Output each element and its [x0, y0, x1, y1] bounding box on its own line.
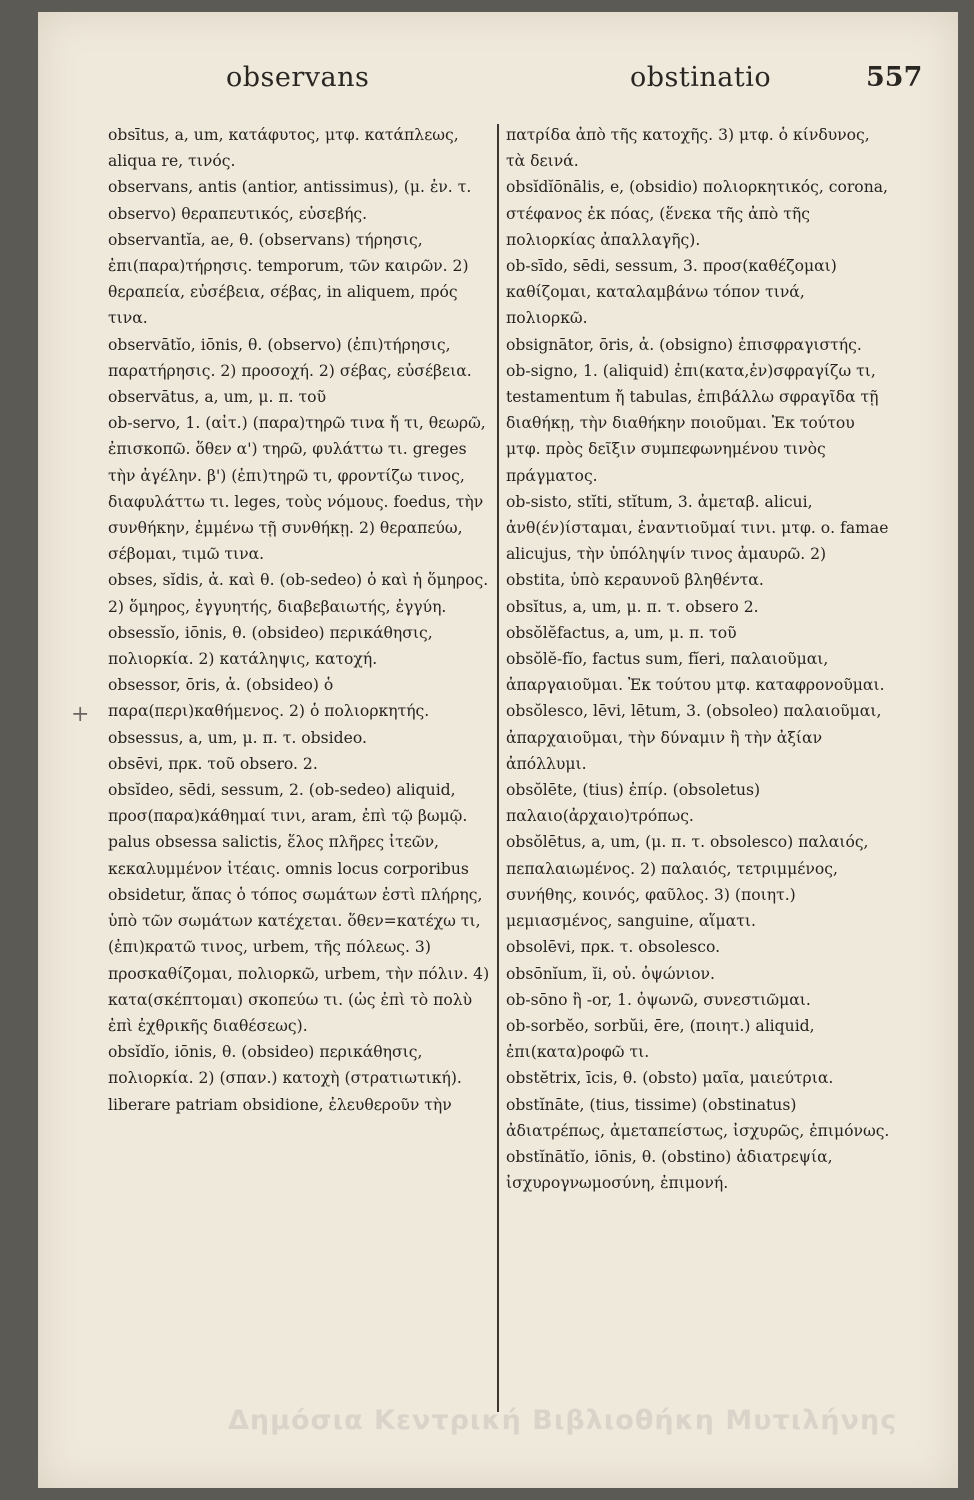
entry: obsōnĭum, ĭi, οὐ. ὀψώνιον. [506, 964, 715, 983]
entry: obsĭdeo, sēdi, sessum, 2. (ob-sedeo) aliquid, προσ(παρα)κάθημαί τινι, aram, ἐπὶ τῷ βωμῷ. palus obsessa salictis, ἕλος πλῆρες ἰτεῶν, κεκαλυμμένον ἰτέαις. omnis locus corporibus obsidetur, ἅπας ὁ τόπος σωμάτων ἐστὶ πλήρης, ὑπὸ τῶν σωμάτων κατέχεται. ὅθεν=κατέχω τι, (ἐπι)κρατῶ τινος, urbem, τῆς πόλεως. 3) προσκαθίζομαι, πολιορκῶ, urbem, τὴν πόλιν. 4) κατα(σκέπτομαι) σκοπεύω τι. (ὡς ἐπὶ τὸ πολὺ ἐπὶ ἐχθρικῆς διαθέσεως). [108, 781, 490, 1035]
header-right-guide-word: obstinatio [630, 62, 772, 93]
page-number: 557 [866, 62, 923, 93]
entry: obsītus, a, um, κατάφυτος, μτφ. κατάπλεως, aliqua re, τινός. [108, 126, 459, 171]
entry: ob-sorbĕo, sorbŭi, ēre, (ποιητ.) aliquid, ἐπι(κατα)ροφῶ τι. [506, 1016, 815, 1062]
library-watermark: Δημόσια Κεντρική Βιβλιοθήκη Μυτιλήνης [228, 1405, 898, 1436]
entry: obsolēvi, πρκ. τ. obsolesco. [506, 938, 721, 957]
entry: ob-sīdo, sēdi, sessum, 3. προσ(καθέζομαι) καθίζομαι, καταλαμβάνω τόπον τινά, πολιορκῶ. [506, 257, 837, 328]
entry: obstĕtrix, īcis, θ. (obsto) μαῖα, μαιεύτρια. [506, 1069, 834, 1088]
dictionary-page [38, 12, 958, 1488]
entry: obsĭtus, a, um, μ. π. τ. obsero 2. [506, 597, 759, 616]
entry: obsessus, a, um, μ. π. τ. obsideo. [108, 728, 367, 747]
entry: obsēvi, πρκ. τοῦ obsero. 2. [108, 754, 318, 773]
column-divider [497, 124, 499, 1412]
right-column [506, 122, 890, 1412]
entry: ob-servo, 1. (αἰτ.) (παρα)τηρῶ τινα ἤ τι, θεωρῶ, ἐπισκοπῶ. ὅθεν α') τηρῶ, φυλάττω τι. greges τὴν ἀγέλην. β') (ἐπι)τηρῶ τι, φροντίζω τινος, διαφυλάττω τι. leges, τοὺς νόμους. foedus, τὴν συνθήκην, ἐμμένω τῇ συνθήκῃ. 2) θεραπεύω, σέβομαι, τιμῶ τινα. [108, 414, 486, 564]
entry: observātĭo, iōnis, θ. (observo) (ἐπι)τήρησις, παρατήρησις. 2) προσοχή. 2) σέβας, εὐσέβεια. [108, 335, 472, 380]
entry: observātus, a, um, μ. π. τοῦ [108, 388, 327, 407]
entry: obsĭdĭo, iōnis, θ. (obsideo) περικάθησις, πολιορκία. 2) (σπαν.) κατοχὴ (στρατιωτική). liberare patriam obsidione, ἐλευθεροῦν τὴν [108, 1043, 462, 1114]
entry: observans, antis (antior, antissimus), (μ. ἐν. τ. observo) θεραπευτικός, εὐσεβής. [108, 178, 472, 223]
entry: obsŏlĕfactus, a, um, μ. π. τοῦ [506, 623, 737, 642]
entry: obsignātor, ōris, ἀ. (obsigno) ἐπισφραγιστής. [506, 335, 862, 354]
entry: πατρίδα ἀπὸ τῆς κατοχῆς. 3) μτφ. ὁ κίνδυνος, τὰ δεινά. [506, 126, 870, 171]
entry: obsĭdĭōnālis, e, (obsidio) πολιορκητικός, corona, στέφανος ἐκ πόας, (ἕνεκα τῆς ἀπὸ τῆς πολιορκίας ἀπαλλαγῆς). [506, 178, 888, 249]
entry: obsessor, ōris, ἀ. (obsideo) ὁ παρα(περι)καθήμενος. 2) ὁ πολιορκητής. [108, 676, 430, 721]
entry: obsessĭo, iōnis, θ. (obsideo) περικάθησις, πολιορκία. 2) κατάληψις, κατοχή. [108, 623, 433, 669]
left-column [108, 122, 490, 1412]
running-header [38, 62, 958, 112]
entry: obstĭnātĭo, iōnis, θ. (obstino) ἀδιατρεψία, ἰσχυρογνωμοσύνη, ἐπιμονή. [506, 1147, 833, 1193]
entry: ob-signo, 1. (aliquid) ἐπι(κατα,ἐν)σφραγίζω τι, testamentum ἤ tabulas, ἐπιβάλλω σφραγῖδα τῇ διαθήκῃ, τὴν διαθήκην ποιοῦμαι. Ἐκ τούτου μτφ. πρὸς δεῖξιν συμπεφωνημένου τινὸς πράγματος. [506, 361, 879, 485]
entry: observantĭa, ae, θ. (observans) τήρησις, ἐπι(παρα)τήρησις. temporum, τῶν καιρῶν. 2) θεραπεία, εὐσέβεια, σέβας, in aliquem, πρός τινα. [108, 230, 469, 328]
entry: obsŏlēte, (tius) ἐπίρ. (obsoletus) παλαιο(ἀρχαιο)τρόπως. [506, 781, 761, 826]
entry: ob-sōno ἢ -or, 1. ὀψωνῶ, συνεστιῶμαι. [506, 990, 811, 1009]
entry: obsŏlesco, lēvi, lētum, 3. (obsoleo) παλαιοῦμαι, ἀπαρχαιοῦμαι, τὴν δύναμιν ἢ τὴν ἀξίαν ἀπόλλυμι. [506, 702, 882, 773]
entry: obsŏlĕ-fĭo, factus sum, fĭeri, παλαιοῦμαι, ἀπαργαιοῦμαι. Ἐκ τούτου μτφ. καταφρονοῦμαι. [506, 650, 885, 695]
entry: obses, sĭdis, ἀ. καὶ θ. (ob-sedeo) ὁ καὶ ἡ ὅμηρος. 2) ὅμηρος, ἐγγυητής, διαβεβαιωτής, ἐγγύη. [108, 571, 489, 616]
header-left-guide-word: observans [226, 62, 370, 93]
margin-cross-mark: + [71, 702, 90, 727]
entry: obsŏlētus, a, um, (μ. π. τ. obsolesco) παλαιός, πεπαλαιωμένος. 2) παλαιός, τετριμμένος, συνήθης, κοινός, φαῦλος. 3) (ποιητ.) μεμιασμένος, sanguine, αἵματι. [506, 833, 869, 931]
entry: obstĭnāte, (tius, tissime) (obstinatus) ἀδιατρέπως, ἀμεταπείστως, ἰσχυρῶς, ἐπιμόνως. [506, 1095, 890, 1140]
entry: ob-sisto, stĭti, stĭtum, 3. ἀμεταβ. alicui, ἀνθ(έν)ίσταμαι, ἐναντιοῦμαί τινι. μτφ. ο. famae alicujus, τὴν ὑπόληψίν τινος ἀμαυρῶ. 2) obstita, ὑπὸ κεραυνοῦ βληθέντα. [506, 492, 889, 590]
